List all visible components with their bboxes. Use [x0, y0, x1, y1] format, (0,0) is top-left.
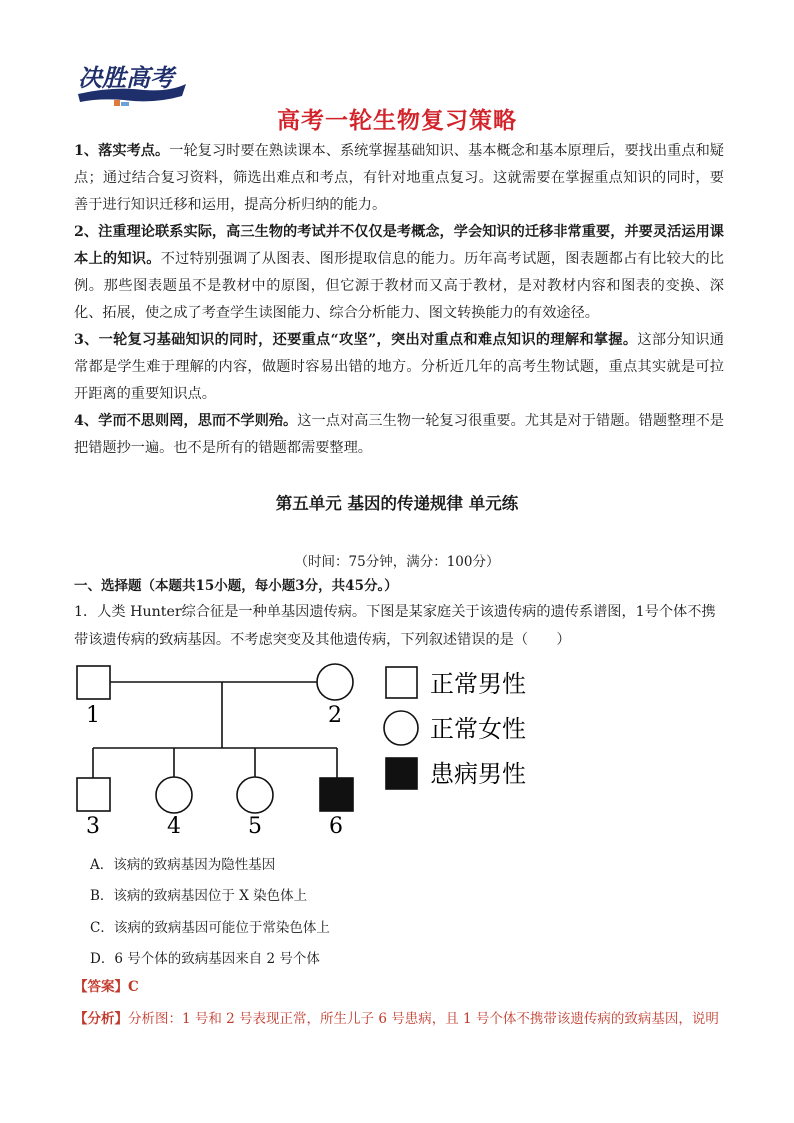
page-title: 高考一轮生物复习策略 [277, 108, 517, 134]
analysis-text: 分析图：1 号和 2 号表现正常，所生儿子 6 号患病，且 1 号个体不携带该遗传病的致病基因，说明 [128, 1011, 719, 1027]
legend-normal-female: 正常女性 [430, 715, 526, 743]
legend-female-icon [384, 711, 418, 745]
strategy-body: 不过特别强调了从图表、图形提取信息的能力。历年高考试题，图表题都占有比较大的比例。那些图表题虽不是教材中的原图，但它源于教材而又高于教材，是对教材内容和图表的变换、深化、拓展，使之成了考查学生读图能力、综合分析能力、图文转换能力的有效途径。 [74, 251, 724, 321]
legend-affected-icon [386, 758, 417, 789]
individual-5-female [237, 777, 273, 813]
strategy-lead: 1、落实考点。 [74, 143, 170, 159]
individual-2-female [317, 664, 353, 700]
legend-male-icon [386, 667, 417, 698]
option-a: A．该病的致病基因为隐性基因 [90, 857, 276, 873]
answer-label: 【答案】 [74, 979, 128, 995]
individual-6-affected-male [320, 778, 353, 811]
label-4: 4 [167, 814, 181, 839]
individual-1-male [77, 666, 110, 699]
strategy-body: 这部分知识通常都是学生难于理解的内容，做题时容易出错的地方。分析近几年的高考生物试题，重点其实就是可拉开距离的重要知识点。 [74, 332, 724, 402]
logo-text: 决胜高考 [78, 64, 174, 92]
strategy-body: 一轮复习时要在熟读课本、系统掌握基础知识、基本概念和基本原理后，要找出重点和疑点；通过结合复习资料，筛选出难点和考点，有针对地重点复习。这就需要在掌握重点知识的同时，要善于进行知识迁移和运用，提高分析归纳的能力。 [74, 143, 724, 213]
strategy-4 [74, 408, 724, 462]
individual-3-male [77, 778, 110, 811]
question-1: 1．人类 Hunter综合征是一种单基因遗传病。下图是某家庭关于该遗传病的遗传系谱图，1号个体不携带该遗传病的致病基因。不考虑突变及其他遗传病，下列叙述错误的是（ ） [74, 604, 716, 648]
option-d: D．6 号个体的致病基因来自 2 号个体 [90, 951, 320, 967]
unit-title: 第五单元 基因的传递规律 单元练 [275, 494, 519, 513]
individual-4-female [156, 777, 192, 813]
option-b: B．该病的致病基因位于 X 染色体上 [90, 888, 308, 904]
legend-affected-male: 患病男性 [430, 760, 526, 788]
pedigree-chart [70, 655, 550, 840]
section-heading: 一、选择题（本题共15小题，每小题3分，共45分。） [74, 578, 398, 594]
strategy-lead: 4、学而不思则罔，思而不学则殆。 [74, 413, 298, 429]
strategy-3 [74, 327, 724, 408]
strategy-body: 这一点对高三生物一轮复习很重要。尤其是对于错题。错题整理不是把错题抄一遍。也不是所有的错题都需要整理。 [74, 413, 724, 456]
strategy-lead: 2、注重理论联系实际，高三生物的考试并不仅仅是考概念，学会知识的迁移非常重要，并要灵活运用课本上的知识。 [74, 224, 724, 267]
legend-normal-male: 正常男性 [430, 670, 526, 698]
option-c: C．该病的致病基因可能位于常染色体上 [90, 920, 330, 936]
label-2: 2 [328, 703, 342, 728]
exam-timeline: （时间：75分钟，满分：100分） [294, 554, 500, 570]
analysis [74, 1007, 754, 1027]
label-6: 6 [329, 814, 343, 839]
strategy-lead: 3、一轮复习基础知识的同时，还要重点“攻坚”，突出对重点和难点知识的理解和掌握。 [74, 332, 638, 348]
analysis-label: 【分析】 [74, 1011, 128, 1027]
answer-value: C [128, 979, 139, 995]
label-5: 5 [248, 814, 262, 839]
answer [74, 975, 139, 995]
label-3: 3 [86, 814, 100, 839]
strategy-1 [74, 138, 724, 219]
strategy-2 [74, 219, 724, 327]
label-1: 1 [86, 703, 100, 728]
